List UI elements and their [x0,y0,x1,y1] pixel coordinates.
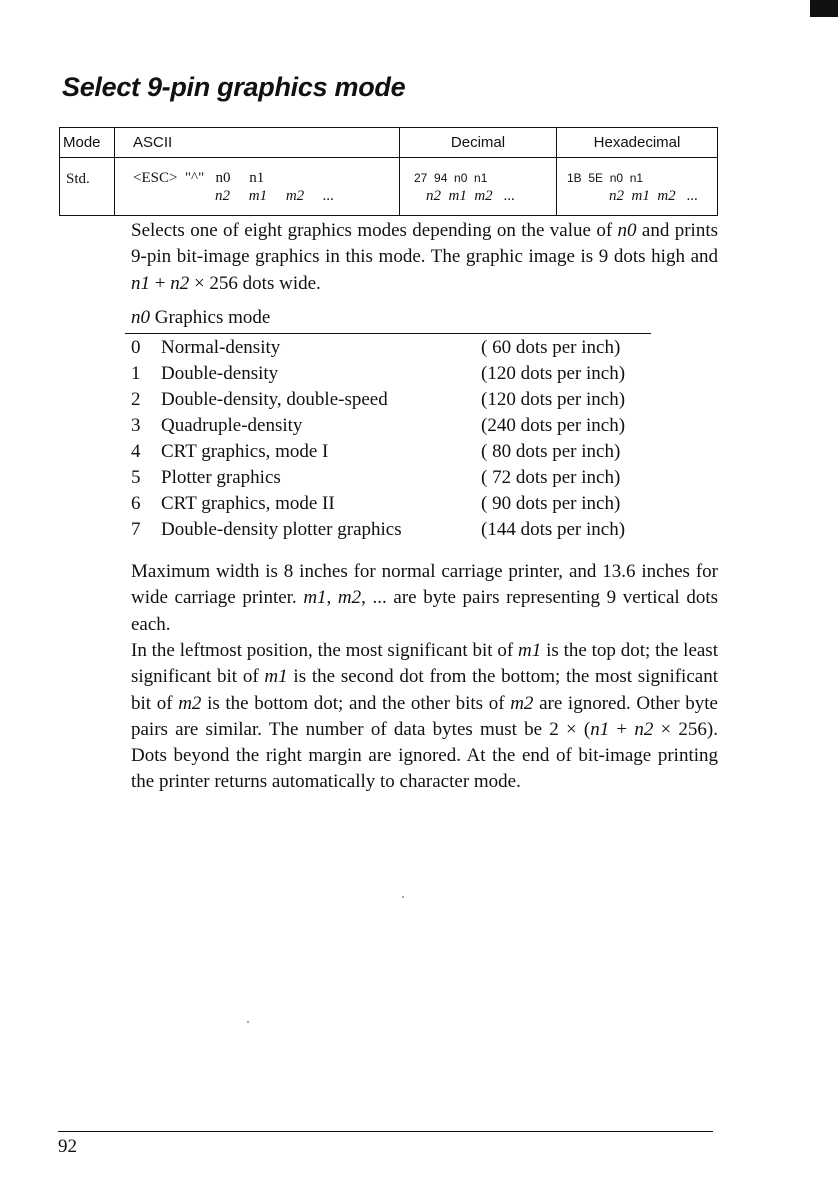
mode-name: Normal-density [161,337,281,358]
mode-number: 6 [131,493,141,514]
mode-dpi: (120 dots per inch) [481,363,626,384]
hex-line-1: 1B 5E n0 n1 [567,170,644,185]
command-table [59,127,718,216]
mode-dpi: ( 90 dots per inch) [481,493,621,514]
mode-number: 5 [131,467,141,488]
detail-paragraph [131,638,718,796]
detail-text-6: + [609,718,635,740]
mode-name: Quadruple-density [161,415,303,436]
mode-number: 1 [131,363,141,384]
detail-text-2: is the top dot; the least significant bit of [131,640,718,688]
intro-text-1: Selects one of eight graphics modes depending on the value of [131,220,618,241]
width-text-2: , [326,587,338,609]
mode-number: 2 [131,389,141,410]
mode-dpi: ( 80 dots per inch) [481,441,621,462]
mode-dpi: (240 dots per inch) [481,415,626,436]
detail-text-3: is the second dot from the bottom; the most significant bit of [131,666,718,714]
var-n2-b: n2 [634,718,654,740]
command-table-row [60,158,718,216]
var-n0: n0 [617,220,637,241]
header-hexadecimal: Hexadecimal [557,128,718,158]
cell-decimal [400,158,557,216]
decimal-line-2: n2 m1 m2 ... [426,187,516,204]
detail-text-1: In the leftmost position, the most significant bit of [131,640,519,661]
mode-number: 0 [131,337,141,358]
var-n2: n2 [170,272,190,294]
var-n1: n1 [131,272,150,294]
mode-dpi: ( 60 dots per inch) [481,337,621,358]
mode-name: CRT graphics, mode I [161,441,329,462]
ascii-line-1: <ESC> "^" n0 n1 [133,169,265,186]
page-corner-mark [810,0,838,17]
header-decimal: Decimal [400,128,557,158]
footer-rule [58,1131,713,1132]
width-paragraph [131,559,718,638]
mode-name: Double-density, double-speed [161,389,388,410]
page-title: Select 9-pin graphics mode [62,72,406,102]
header-var-n0: n0 [131,307,150,328]
command-table-header-row [60,128,718,158]
ascii-line-2: n2 m1 m2 ... [215,187,335,204]
graphics-mode-header [131,305,270,331]
header-label: Graphics mode [154,307,271,328]
mode-number: 3 [131,415,141,436]
hex-line-2: n2 m1 m2 ... [609,187,699,204]
scan-speck [402,896,404,898]
var-m1-a: m1 [518,640,542,661]
cell-ascii [115,158,400,216]
intro-text-3: + [150,272,171,294]
mode-dpi: (144 dots per inch) [481,519,626,540]
mode-name: CRT graphics, mode II [161,493,335,514]
intro-text-4: × 256 dots wide. [189,272,321,294]
var-m1: m1 [303,587,327,609]
decimal-line-1: 27 94 n0 n1 [414,170,488,185]
intro-paragraph [131,218,718,297]
cell-hexadecimal [557,158,718,216]
header-mode: Mode [60,128,115,158]
var-n1-b: n1 [590,718,610,740]
cell-mode [60,158,115,216]
mode-value: Std. [66,171,90,187]
page-number: 92 [58,1136,77,1157]
detail-text-4: is the bottom dot; and the other bits of [201,692,511,714]
mode-name: Double-density [161,363,279,384]
var-m1-b: m1 [264,666,288,688]
scan-speck [247,1021,249,1023]
mode-name: Plotter graphics [161,467,281,488]
var-m2-b: m2 [510,692,534,714]
header-ascii: ASCII [115,128,400,158]
detail-text-7: × 256). Dots beyond the right margin are ignored. At the end of bit-image printing the printer returns automatically to character mode. [131,718,718,793]
width-text-1: Maximum width is 8 inches for normal carriage printer, and 13.6 inches for wide carriage printer. [131,561,718,609]
mode-dpi: ( 72 dots per inch) [481,467,621,488]
width-text-3: , ... are byte pairs representing 9 vertical dots each. [131,587,718,635]
graphics-mode-rule [125,333,651,334]
intro-text-2: and prints 9-pin bit-image graphics in this mode. The graphic image is 9 dots high and [131,220,718,268]
detail-text-5: are ignored. Other byte pairs are similar. The number of data bytes must be 2 × ( [131,692,718,740]
var-m2: m2 [337,587,362,609]
mode-number: 7 [131,519,141,540]
mode-name: Double-density plotter graphics [161,519,402,540]
var-m2-a: m2 [178,692,202,714]
mode-number: 4 [131,441,141,462]
mode-dpi: (120 dots per inch) [481,389,626,410]
